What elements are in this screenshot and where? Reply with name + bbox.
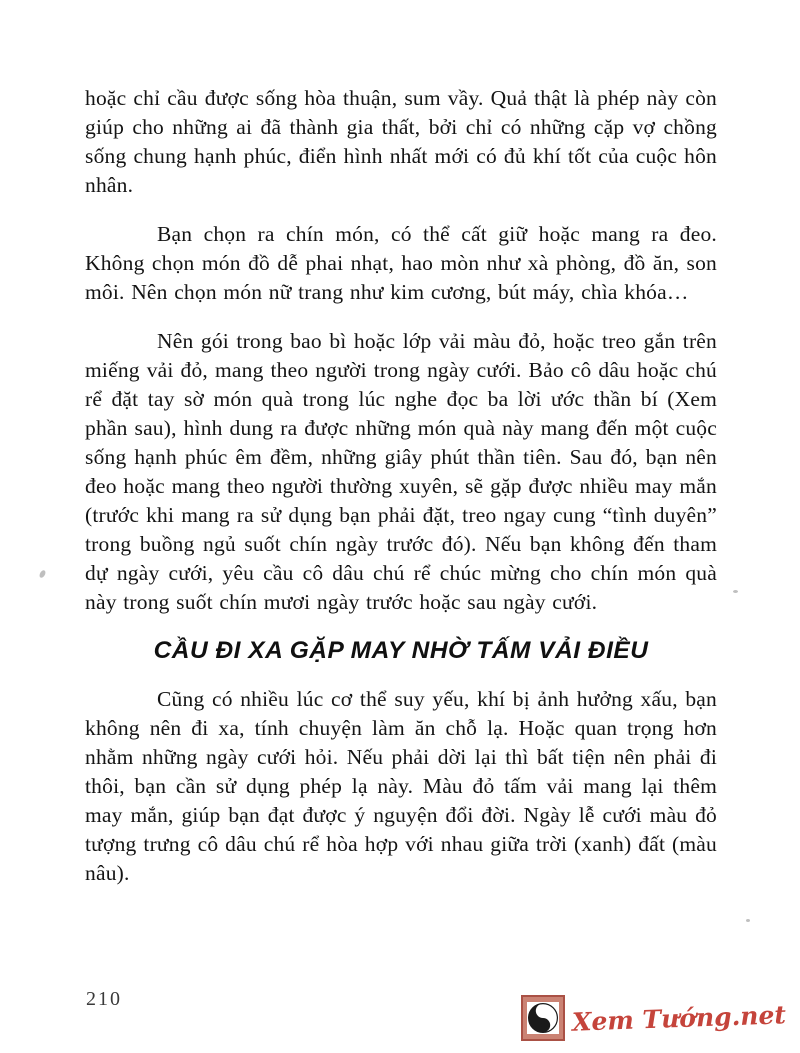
yin-yang-inner bbox=[527, 1002, 559, 1034]
scan-artifact bbox=[733, 590, 738, 593]
yin-yang-icon bbox=[521, 995, 565, 1041]
scan-artifact bbox=[38, 569, 46, 578]
paragraph: Nên gói trong bao bì hoặc lớp vải màu đỏ, hoặc treo gắn trên miếng vải đỏ, mang theo người trong ngày cưới. Bảo cô dâu hoặc chú rể đặt tay sờ món quà trong lúc nghe đọc ba lời ước thần bí (Xem phần sau), hình dung ra được những món quà này mang đến một cuộc sống hạnh phúc êm đềm, những giây phút thần tiên. Sau đó, bạn nên đeo hoặc mang theo người thường xuyên, sẽ gặp được nhiều may mắn (trước khi mang ra sử dụng bạn phải đặt, treo ngay cung “tình duyên” trong buồng ngủ suốt chín ngày trước đó). Nếu bạn không đến tham dự ngày cưới, yêu cầu cô dâu chú rể chúc mừng cho chín món quà này trong suốt chín mươi ngày trước hoặc sau ngày cưới. bbox=[85, 329, 717, 614]
paragraph: Bạn chọn ra chín món, có thể cất giữ hoặc mang ra đeo. Không chọn món đồ dễ phai nhạt, hao mòn như xà phòng, đồ ăn, son môi. Nên chọn món nữ trang như kim cương, bút máy, chìa khóa… bbox=[85, 222, 717, 304]
paragraph: Cũng có nhiều lúc cơ thể suy yếu, khí bị ảnh hưởng xấu, bạn không nên đi xa, tính chuyện làm ăn chỗ lạ. Hoặc quan trọng hơn nhằm những ngày cưới hỏi. Nếu phải dời lại thì bất tiện nên phải đi thôi, bạn cần sử dụng phép lạ này. Màu đỏ tấm vải mang lại thêm may mắn, giúp bạn đạt được ý nguyện đổi đời. Ngày lễ cưới màu đỏ tượng trưng cô dâu chú rể hòa hợp với nhau giữa trời (xanh) đất (màu nâu). bbox=[85, 687, 717, 885]
book-page-text bbox=[85, 84, 717, 908]
section-heading: CẦU ĐI XA GẶP MAY NHỜ TẤM VẢI ĐIỀU bbox=[153, 637, 649, 664]
watermark-text: Xem Tướng.net bbox=[571, 999, 787, 1037]
scan-artifact bbox=[746, 919, 750, 922]
page-number: 210 bbox=[86, 988, 122, 1010]
paragraph-continuation: hoặc chỉ cầu được sống hòa thuận, sum vầy. Quả thật là phép này còn giúp cho những ai đã thành gia thất, bởi chỉ có những cặp vợ chồng sống chung hạnh phúc, điển hình nhất mới có đủ khí tốt của cuộc hôn nhân. bbox=[85, 86, 717, 197]
watermark-xemtuong[interactable] bbox=[521, 995, 786, 1041]
